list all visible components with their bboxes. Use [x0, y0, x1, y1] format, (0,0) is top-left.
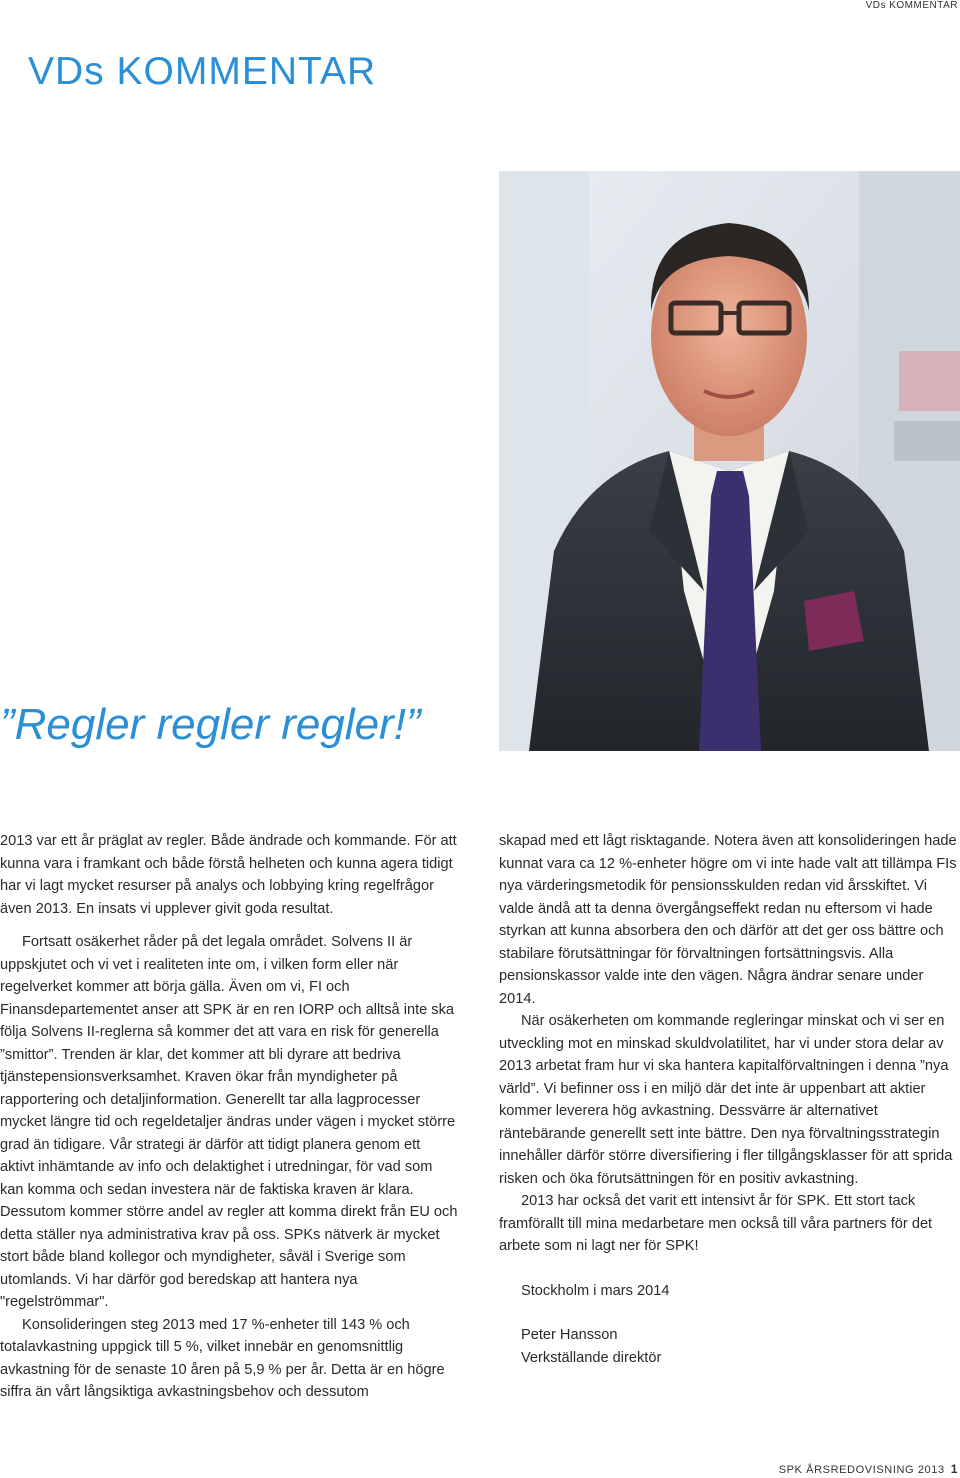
paragraph: Fortsatt osäkerhet råder på det legala området. Solvens II är uppskjutet och vi vet i realiteten inte om, i vilken form eller när regelverket kommer att börja gälla. Även om vi, FI och Finansdepartementet anser att SPK är en ren IORP och alltså inte ska följa Solvens II-reglerna så kommer det att vara en risk för generella ”smittor”. Trenden är klar, det kommer att bli dyrare att bedriva tjänstepensionsverksamhet. Kraven ökar från myndigheter på rapportering och detaljinformation. Generellt tar alla lagprocesser mycket längre tid och regeldetaljer ändras under vägen i mycket större grad än tidigare. Vår strategi är därför att tidigt planera genom ett aktivt inhämtande av info och delaktighet i utredningar, för vad som kan komma och sedan investera när de faktiska kraven är klara. Dessutom kommer större andel av regler att komma direkt från EU och detta ställer nya administrativa krav på oss. SPKs nätverk är mycket stort både bland kollegor och myndigheter, såväl i Sverige som utomlands. Vi har därför god beredskap att hantera nya "regelströmmar".: [0, 934, 458, 1310]
signature-block: [499, 1280, 960, 1370]
left-column: [0, 830, 458, 1404]
paragraph: Konsolideringen steg 2013 med 17 %-enheter till 143 % och totalavkastning uppgick till 5 %, vilket innebär en genomsnittlig avkastning för de senaste 10 åren på 5,9 % per år. Detta är en högre siffra än vårt långsiktiga avkastningsbehov och dessutom: [0, 1316, 445, 1400]
page-title: VDs KOMMENTAR: [28, 50, 377, 93]
signature-role: Verkställande direktör: [521, 1349, 662, 1366]
footer-publication: SPK ÅRSREDOVISNING 2013: [778, 1464, 945, 1476]
portrait-photo: [499, 171, 960, 751]
page-number: 1: [950, 1462, 958, 1476]
pull-quote: ”Regler regler regler!”: [0, 700, 421, 749]
page-footer: [779, 1462, 958, 1476]
running-head: VDs KOMMENTAR: [865, 0, 958, 11]
paragraph: 2013 har också det varit ett intensivt år för SPK. Ett stort tack framförallt till mina medarbetare men också till våra partners för det arbete som ni lagt ner för SPK!: [499, 1193, 933, 1254]
paragraph: 2013 var ett år präglat av regler. Både ändrade och kommande. För att kunna vara i framkant och både förstå helheten och kunna agera tidigt har vi lagt mycket resurser på analys och lobbying kring regelfrågor även 2013. En insats vi upplever givit goda resultat.: [0, 833, 457, 917]
paragraph: När osäkerheten om kommande regleringar minskat och vi ser en utveckling mot en minskad skuldvolatilitet, har vi under stora delar av 2013 arbetat fram hur vi ska hantera kapitalförvaltningen i denna ”nya värld”. Vi befinner oss i en miljö där det inte är uppenbart att aktier kommer leverera hög avkastning. Dessvärre är alternativet räntebärande generellt sett inte bättre. Den nya förvaltningsstrategin innehåller därför större diversifiering i fler tillgångsklasser för att sprida risken och öka förutsättningen för en positiv avkastning.: [499, 1013, 953, 1187]
signature-place-date: Stockholm i mars 2014: [521, 1282, 670, 1299]
right-column: [499, 830, 960, 1369]
paragraph: skapad med ett lågt risktagande. Notera även att konsolideringen hade kunnat vara ca 12 %-enheter högre om vi inte hade valt att tillämpa FIs nya värderingsmetodik för pensionsskulden redan vid årsskiftet. Vi valde ändå att ta denna övergångseffekt redan nu eftersom vi hade styrkan att kunna absorbera den och därför att det ger oss bättre och stabilare förutsättningar för förvaltningen fortsättningsvis. Alla pensionskassor valde inte den vägen. Några ändrar senare under 2014.: [499, 833, 957, 1007]
signature-name: Peter Hansson: [521, 1327, 618, 1343]
